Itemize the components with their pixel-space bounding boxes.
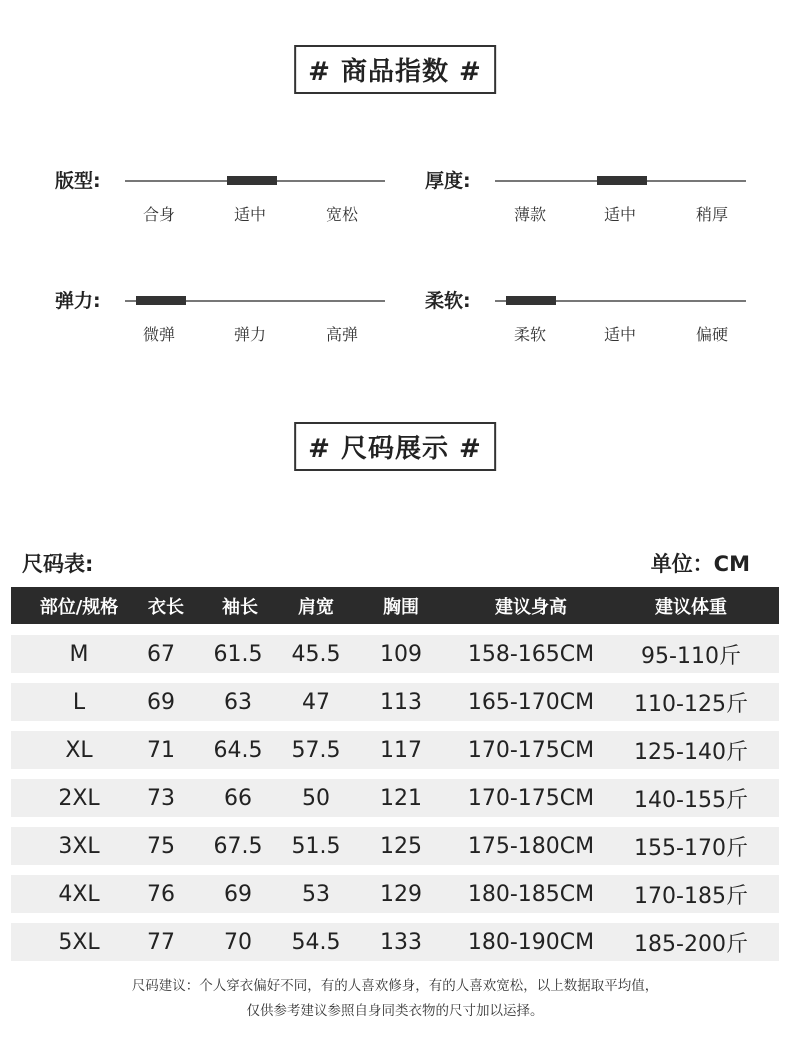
- table-cell: 61.5: [213, 641, 263, 667]
- table-row: [11, 731, 779, 769]
- header-cell: 袖长: [222, 596, 258, 618]
- size-table-header: [11, 587, 779, 624]
- header-cell: 衣长: [148, 596, 184, 618]
- table-cell: L: [72, 689, 86, 715]
- table-row: [11, 683, 779, 721]
- table-cell: 165-170CM: [467, 689, 595, 715]
- table-cell: 70: [224, 929, 252, 955]
- table-cell: 125: [380, 833, 422, 859]
- table-cell: 63: [224, 689, 252, 715]
- table-cell: 54.5: [291, 929, 341, 955]
- table-cell: 170-175CM: [467, 785, 595, 811]
- table-cell: 155-170斤: [634, 835, 748, 861]
- index-marker: [136, 296, 186, 305]
- table-cell: 45.5: [291, 641, 341, 667]
- table-row: [11, 875, 779, 913]
- index-option: 宽松: [325, 205, 359, 224]
- table-cell: 77: [147, 929, 175, 955]
- table-cell: 125-140斤: [634, 739, 748, 765]
- header-cell: 肩宽: [298, 596, 334, 618]
- table-cell: 113: [380, 689, 422, 715]
- table-cell: 53: [302, 881, 330, 907]
- index-group-elasticity: [55, 290, 385, 370]
- index-option: 弹力: [233, 325, 267, 344]
- table-cell: 71: [147, 737, 175, 763]
- table-cell: 73: [147, 785, 175, 811]
- index-option: 适中: [233, 205, 267, 224]
- table-cell: 2XL: [58, 785, 100, 811]
- index-option: 适中: [603, 325, 637, 344]
- index-option: 稍厚: [695, 205, 729, 224]
- table-row: [11, 779, 779, 817]
- index-option: 薄款: [513, 205, 547, 224]
- index-marker: [227, 176, 277, 185]
- index-option: 偏硬: [695, 325, 729, 344]
- product-index-title: # 商品指数 #: [294, 45, 496, 94]
- table-row: [11, 827, 779, 865]
- table-cell: 57.5: [291, 737, 341, 763]
- table-cell: 69: [147, 689, 175, 715]
- size-note-line2: 仅供参考建议参照自身同类衣物的尺寸加以运择。: [246, 1003, 544, 1019]
- size-display-title: # 尺码展示 #: [294, 422, 496, 471]
- unit-label: 单位：CM: [650, 552, 750, 576]
- table-row: [11, 923, 779, 961]
- table-cell: 158-165CM: [467, 641, 595, 667]
- size-table-label: 尺码表:: [22, 552, 94, 576]
- index-group-softness: [425, 290, 746, 370]
- table-cell: 3XL: [58, 833, 100, 859]
- index-label: 版型:: [55, 170, 101, 192]
- index-marker: [597, 176, 647, 185]
- index-label: 弹力:: [55, 290, 101, 312]
- table-cell: 64.5: [213, 737, 263, 763]
- table-cell: 170-185斤: [634, 883, 748, 909]
- table-cell: 129: [380, 881, 422, 907]
- header-cell: 部位/规格: [39, 596, 119, 618]
- table-cell: 66: [224, 785, 252, 811]
- table-cell: 5XL: [58, 929, 100, 955]
- header-cell: 建议体重: [655, 596, 727, 618]
- table-row: [11, 635, 779, 673]
- table-cell: XL: [65, 737, 93, 763]
- table-cell: 180-185CM: [467, 881, 595, 907]
- table-cell: M: [69, 641, 89, 667]
- table-cell: 4XL: [58, 881, 100, 907]
- size-note-line1: 尺码建议：个人穿衣偏好不同，有的人喜欢修身，有的人喜欢宽松，以上数据取平均值，: [131, 978, 659, 994]
- table-cell: 117: [380, 737, 422, 763]
- table-cell: 175-180CM: [467, 833, 595, 859]
- table-cell: 75: [147, 833, 175, 859]
- table-cell: 76: [147, 881, 175, 907]
- index-option: 高弹: [325, 325, 359, 344]
- table-cell: 140-155斤: [634, 787, 748, 813]
- table-cell: 67: [147, 641, 175, 667]
- index-option: 合身: [142, 205, 176, 224]
- index-label: 柔软:: [425, 290, 471, 312]
- header-cell: 建议身高: [495, 596, 567, 618]
- table-cell: 121: [380, 785, 422, 811]
- table-cell: 69: [224, 881, 252, 907]
- table-cell: 180-190CM: [467, 929, 595, 955]
- index-option: 适中: [603, 205, 637, 224]
- table-cell: 110-125斤: [634, 691, 748, 717]
- table-cell: 133: [380, 929, 422, 955]
- index-group-thickness: [425, 170, 746, 250]
- table-cell: 170-175CM: [467, 737, 595, 763]
- header-cell: 胸围: [383, 596, 419, 618]
- table-cell: 95-110斤: [641, 643, 741, 669]
- index-label: 厚度:: [425, 170, 471, 192]
- table-cell: 50: [302, 785, 330, 811]
- index-marker: [506, 296, 556, 305]
- table-cell: 185-200斤: [634, 931, 748, 957]
- index-option: 柔软: [513, 325, 547, 344]
- table-cell: 67.5: [213, 833, 263, 859]
- table-cell: 47: [302, 689, 330, 715]
- index-option: 微弹: [142, 325, 176, 344]
- index-group-fit: [55, 170, 385, 250]
- table-cell: 51.5: [291, 833, 341, 859]
- table-cell: 109: [380, 641, 422, 667]
